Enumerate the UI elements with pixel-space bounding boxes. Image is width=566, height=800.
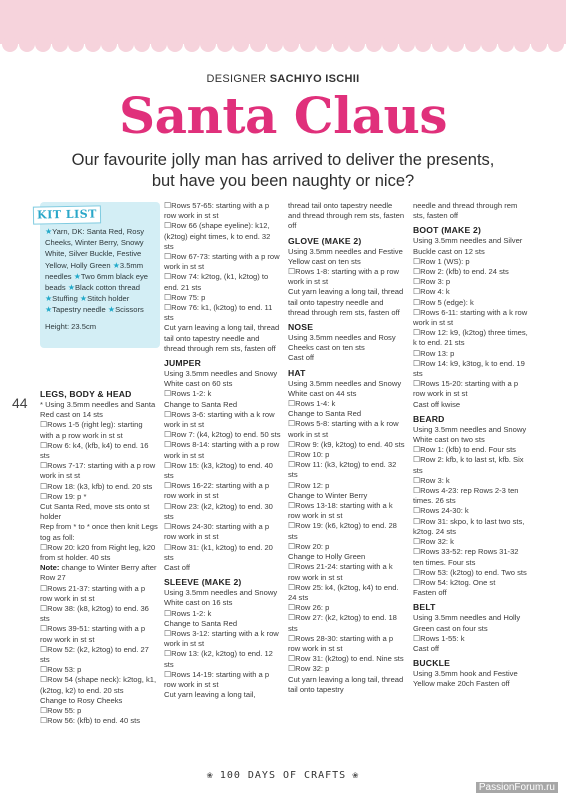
instruction-row: ☐ Row 27: (k2, k2tog) to end. 18 sts (288, 613, 406, 633)
instruction-text: Cut yarn leaving a long tail, thread tail onto tapestry needle and thread through rem sts, fasten off (164, 323, 280, 353)
designer-credit (0, 73, 566, 85)
bunting-scallop (68, 36, 84, 52)
pattern-column-2 (164, 201, 282, 700)
bunting-scallop (200, 36, 216, 52)
bunting-scallop (118, 36, 134, 52)
section-heading: HAT (288, 367, 306, 378)
instruction-row: ☐ Rows 13-18: starting with a k row work in st st (288, 501, 406, 521)
pattern-column-1 (40, 389, 158, 727)
instruction-row: ☐ Row 15: (k3, k2tog) to end. 40 sts (164, 461, 282, 481)
instruction-row: ☐ Row 25: k4, (k2tog, k4) to end. 24 sts (288, 583, 406, 603)
bunting-scallop (267, 36, 283, 52)
note-label: Note: (40, 563, 60, 573)
instruction-row: ☐ Row 31: (k1, k2tog) to end. 20 sts (164, 543, 282, 563)
instruction-text: Rep from * to * once then knit Legs tog as foll: (40, 522, 158, 542)
instruction-text: Cut yarn leaving a long tail, (164, 690, 256, 700)
section-heading: BOOT (MAKE 2) (413, 225, 482, 236)
instruction-row: ☐ Row 19: (k6, k2tog) to end. 28 sts (288, 521, 406, 541)
bunting-scallop (316, 36, 332, 52)
instruction-row: ☐ Rows 28-30: starting with a p row work in st st (288, 634, 406, 654)
instruction-row: ☐ Row 6: k4, (kfb, k4) to end. 16 sts (40, 441, 158, 461)
bunting-scallop (514, 36, 530, 52)
instruction-text: Change to Santa Red (288, 409, 362, 419)
kit-list-label: KIT LIST (33, 205, 101, 224)
instruction-text: Using 3.5mm needles and Snowy White cast on two sts (413, 424, 527, 445)
bunting-scallop (349, 36, 365, 52)
bunting-scallop (2, 36, 18, 52)
instruction-text: Using 3.5mm needles and Rosy Cheeks cast on ten sts (288, 333, 396, 353)
instruction-row: ☐ Row 1 (WS): p (413, 257, 531, 267)
instruction-row: ☐ Rows 4-23: rep Rows 2-3 ten times. 26 sts (413, 486, 531, 506)
section-heading: JUMPER (164, 358, 202, 369)
bunting-scallop (448, 36, 464, 52)
instruction-row: ☐ Row 20: p (288, 542, 406, 552)
bunting-scallop (548, 36, 564, 52)
bunting-scallop (481, 36, 497, 52)
pattern-column-4 (413, 201, 531, 690)
instruction-text: thread tail onto tapestry needle and thread through rem sts, fasten off (288, 201, 405, 231)
instruction-row: ☐ Row 9: (k9, k2tog) to end. 40 sts (288, 440, 406, 450)
instruction-text: Using 3.5mm needles and Silver Buckle cast on 12 sts (413, 236, 523, 256)
instruction-row: ☐ Row 14: k9, k3tog, k to end. 19 sts (413, 359, 531, 379)
instruction-row: ☐ Rows 1-55: k (413, 634, 531, 644)
instruction-row: ☐ Rows 15-20: starting with a p row work in st st (413, 379, 531, 399)
kit-height: Height: 23.5cm (45, 321, 97, 331)
bunting-scallop (465, 36, 481, 52)
instruction-text: Using 3.5mm needles and Festive Yellow cast on ten sts (288, 246, 403, 266)
instruction-text: * Using 3.5mm needles and Santa Red cast on 14 sts (40, 400, 156, 420)
bunting-scallop (184, 36, 200, 52)
instruction-row: ☐ Rows 1-5 (right leg): starting with a p row work in st st (40, 420, 158, 440)
instruction-row: ☐ Row 3: k (413, 476, 531, 486)
star-bullet-icon: ★ (79, 294, 88, 304)
instruction-row: ☐ Rows 8-14: starting with a p row work in st st (164, 440, 282, 460)
section-heading: GLOVE (MAKE 2) (288, 235, 362, 246)
instruction-row: ☐ Row 74: k2tog, (k1, k2tog) to end. 21 sts (164, 272, 282, 292)
leaf-ornament-icon: ❀ (206, 770, 214, 781)
instruction-row: ☐ Rows 1-8: starting with a p row work in st st (288, 267, 406, 287)
instruction-row: ☐ Row 23: (k2, k2tog) to end. 30 sts (164, 502, 282, 522)
bunting-scallop (85, 36, 101, 52)
page-subtitle: Our favourite jolly man has arrived to deliver the presents, but have you been naughty or nice? (71, 151, 495, 190)
section-heading: BUCKLE (413, 658, 451, 669)
instruction-row: ☐ Row 67-73: starting with a p row work in st st (164, 252, 282, 272)
bunting-scallop (382, 36, 398, 52)
instruction-row: ☐ Row 20: k20 from Right leg, k20 from st holder. 40 sts (40, 543, 158, 563)
note-line: Note: change to Winter Berry after Row 27 (40, 563, 157, 583)
instruction-row: ☐ Rows 1-2: k (164, 609, 282, 619)
instruction-row: ☐ Row 19: p * (40, 492, 158, 502)
bunting-scallop (283, 36, 299, 52)
bunting-scallop (415, 36, 431, 52)
instruction-row: ☐ Rows 14-19: starting with a p row work in st st (164, 670, 282, 690)
instruction-row: ☐ Row 54: k2tog. One st (413, 578, 531, 588)
instruction-text: Cast off kwise (413, 399, 461, 409)
page-number: 44 (12, 395, 28, 411)
instruction-text: Change to Winter Berry (288, 490, 368, 500)
bunting-scallop (399, 36, 415, 52)
footer-text: 100 DAYS OF CRAFTS (219, 770, 347, 781)
bunting-scallop (101, 36, 117, 52)
kit-item: Yarn, DK: Santa Red, Rosy Cheeks, Winter Berry, Snowy White, Silver Buckle, Festive Yellow, Holly Green (45, 227, 145, 270)
bunting-scallop (333, 36, 349, 52)
instruction-row: ☐ Rows 7-17: starting with a p row work in st st (40, 461, 158, 481)
instruction-row: ☐ Rows 57-65: starting with a p row work in st st (164, 201, 282, 221)
kit-item: Stitch holder (87, 294, 130, 304)
section-heading: SLEEVE (MAKE 2) (164, 577, 242, 588)
instruction-row: ☐ Row 2: (kfb) to end. 24 sts (413, 267, 531, 277)
instruction-row: ☐ Row 4: k (413, 287, 531, 297)
kit-item: Black cotton thread (74, 283, 140, 293)
page-title: Santa Claus (119, 86, 447, 145)
pattern-column-3 (288, 201, 406, 695)
instruction-row: ☐ Row 18: (k3, kfb) to end. 20 sts (40, 482, 158, 492)
instruction-row: ☐ Row 56: (kfb) to end. 40 sts (40, 716, 158, 726)
star-bullet-icon: ★ (67, 283, 75, 293)
instruction-row: ☐ Row 66 (shape eyeline): k12, (k2tog) eight times, k to end. 32 sts (164, 221, 282, 252)
instruction-text: Cut yarn leaving a long tail, thread tail onto tapestry (288, 674, 404, 694)
kit-item: Scissors (115, 305, 144, 315)
instruction-text: Using 3.5mm needles and Snowy White cast on 16 sts (164, 588, 278, 608)
instruction-row: ☐ Rows 3-6: starting with a k row work in st st (164, 410, 282, 430)
instruction-row: ☐ Rows 5-8: starting with a k row work in st st (288, 419, 406, 439)
instruction-text: Using 3.5mm hook and Festive Yellow make 20ch Fasten off (413, 669, 518, 689)
instruction-text: Change to Rosy Cheeks (40, 695, 123, 705)
bunting-scallop (167, 36, 183, 52)
instruction-row: ☐ Row 32: k (413, 537, 531, 547)
instruction-row: ☐ Row 55: p (40, 706, 158, 716)
bunting-scallop (19, 36, 35, 52)
instruction-text: Using 3.5mm needles and Snowy White cast on 60 sts (164, 369, 278, 389)
star-bullet-icon: ★ (112, 260, 120, 270)
instruction-row: ☐ Row 12: p (288, 481, 406, 491)
instruction-row: ☐ Rows 33-52: rep Rows 31-32 ten times. Four sts (413, 547, 531, 567)
bunting-scallop (52, 36, 68, 52)
star-bullet-icon: ★ (107, 305, 116, 315)
instruction-row: ☐ Row 12: k9, (k2tog) three times, k to end. 21 sts (413, 328, 531, 348)
instruction-row: ☐ Row 32: p (288, 664, 406, 674)
instruction-row: ☐ Rows 24-30: starting with a p row work in st st (164, 522, 282, 542)
instruction-text: Cast off (164, 562, 191, 572)
instruction-row: ☐ Row 13: (k2, k2tog) to end. 12 sts (164, 649, 282, 669)
instruction-row: ☐ Row 38: (k8, k2tog) to end. 36 sts (40, 604, 158, 624)
star-bullet-icon: ★ (45, 294, 53, 304)
instruction-row: ☐ Row 53: (k2tog) to end. Two sts (413, 568, 531, 578)
instruction-row: ☐ Row 1: (kfb) to end. Four sts (413, 445, 531, 455)
instruction-text: Cut Santa Red, move sts onto st holder (40, 502, 150, 522)
watermark: PassionForum.ru (476, 782, 558, 793)
bunting-scallop (134, 36, 150, 52)
star-bullet-icon: ★ (73, 271, 81, 281)
instruction-row: ☐ Row 54 (shape neck): k2tog, k1, (k2tog, k2) to end. 20 sts (40, 675, 158, 695)
bunting-scallop (366, 36, 382, 52)
instruction-row: ☐ Rows 21-24: starting with a k row work in st st (288, 562, 406, 582)
instruction-text: Fasten off (413, 588, 447, 598)
bunting-scallop (498, 36, 514, 52)
star-bullet-icon: ★ (45, 227, 53, 236)
instruction-text: Change to Santa Red (164, 399, 238, 409)
bunting-scallop (233, 36, 249, 52)
bunting-scallop (35, 36, 51, 52)
bunting-scallop (531, 36, 547, 52)
designer-prefix: DESIGNER (206, 73, 267, 85)
instruction-text: Change to Holly Green (288, 552, 366, 562)
instruction-row: ☐ Row 76: k1, (k2tog) to end. 11 sts (164, 303, 282, 323)
kit-item: 3.5mm needles (45, 260, 144, 281)
bunting-scallop (151, 36, 167, 52)
instruction-row: ☐ Row 53: p (40, 665, 158, 675)
section-heading: BELT (413, 602, 436, 613)
instruction-text: Change to Santa Red (164, 618, 238, 628)
kit-item: Two 6mm black eye beads (45, 271, 148, 293)
instruction-row: ☐ Row 31: (k2tog) to end. Nine sts (288, 654, 406, 664)
instruction-text: Cut yarn leaving a long tail, thread tail onto tapestry needle and thread through rem sts, fasten off (288, 287, 404, 317)
bunting-scallops (0, 36, 566, 50)
instruction-row: ☐ Row 52: (k2, k2tog) to end. 27 sts (40, 645, 158, 665)
instruction-row: ☐ Row 31: skpo, k to last two sts, k2tog. 24 sts (413, 517, 531, 537)
instruction-row: ☐ Row 10: p (288, 450, 406, 460)
footer (0, 770, 566, 781)
kit-item: Tapestry needle (52, 305, 108, 315)
instruction-row: ☐ Rows 1-2: k (164, 389, 282, 399)
kit-list-items (45, 226, 155, 316)
instruction-text: Cast off (288, 353, 315, 363)
designer-name: SACHIYO ISCHII (269, 73, 360, 85)
bunting-scallop (300, 36, 316, 52)
instruction-row: ☐ Row 7: (k4, k2tog) to end. 50 sts (164, 430, 282, 440)
bunting-scallop (217, 36, 233, 52)
instruction-row: ☐ Row 2: kfb, k to last st, kfb. Six sts (413, 455, 531, 475)
bunting-scallop (250, 36, 266, 52)
instruction-row: ☐ Row 26: p (288, 603, 406, 613)
instruction-row: ☐ Rows 39-51: starting with a p row work in st st (40, 624, 158, 644)
instruction-row: ☐ Row 5 (edge): k (413, 298, 531, 308)
instruction-row: ☐ Rows 1-4: k (288, 399, 406, 409)
star-bullet-icon: ★ (45, 305, 53, 315)
instruction-row: ☐ Rows 3-12: starting with a k row work in st st (164, 629, 282, 649)
leaf-ornament-icon: ❀ (352, 770, 360, 781)
kit-item: Stuffing (52, 294, 80, 304)
section-heading: BEARD (413, 413, 445, 424)
instruction-row: ☐ Row 75: p (164, 293, 282, 303)
instruction-text: Cast off (413, 643, 440, 653)
instruction-text: Using 3.5mm needles and Snowy White cast on 44 sts (288, 378, 402, 398)
section-heading: LEGS, BODY & HEAD (40, 389, 132, 399)
section-heading: NOSE (288, 322, 314, 333)
instruction-text: needle and thread through rem sts, fasten off (413, 201, 518, 221)
instruction-row: ☐ Rows 16-22: starting with a p row work in st st (164, 481, 282, 501)
instruction-row: ☐ Row 3: p (413, 277, 531, 287)
instruction-row: ☐ Row 11: (k3, k2tog) to end. 32 sts (288, 460, 406, 480)
bunting-scallop (432, 36, 448, 52)
instruction-row: ☐ Rows 21-37: starting with a p row work in st st (40, 584, 158, 604)
instruction-row: ☐ Rows 6-11: starting with a k row work in st st (413, 308, 531, 328)
instruction-row: ☐ Rows 24-30: k (413, 506, 531, 516)
instruction-row: ☐ Row 13: p (413, 349, 531, 359)
instruction-text: Using 3.5mm needles and Holly Green cast on four sts (413, 613, 521, 633)
